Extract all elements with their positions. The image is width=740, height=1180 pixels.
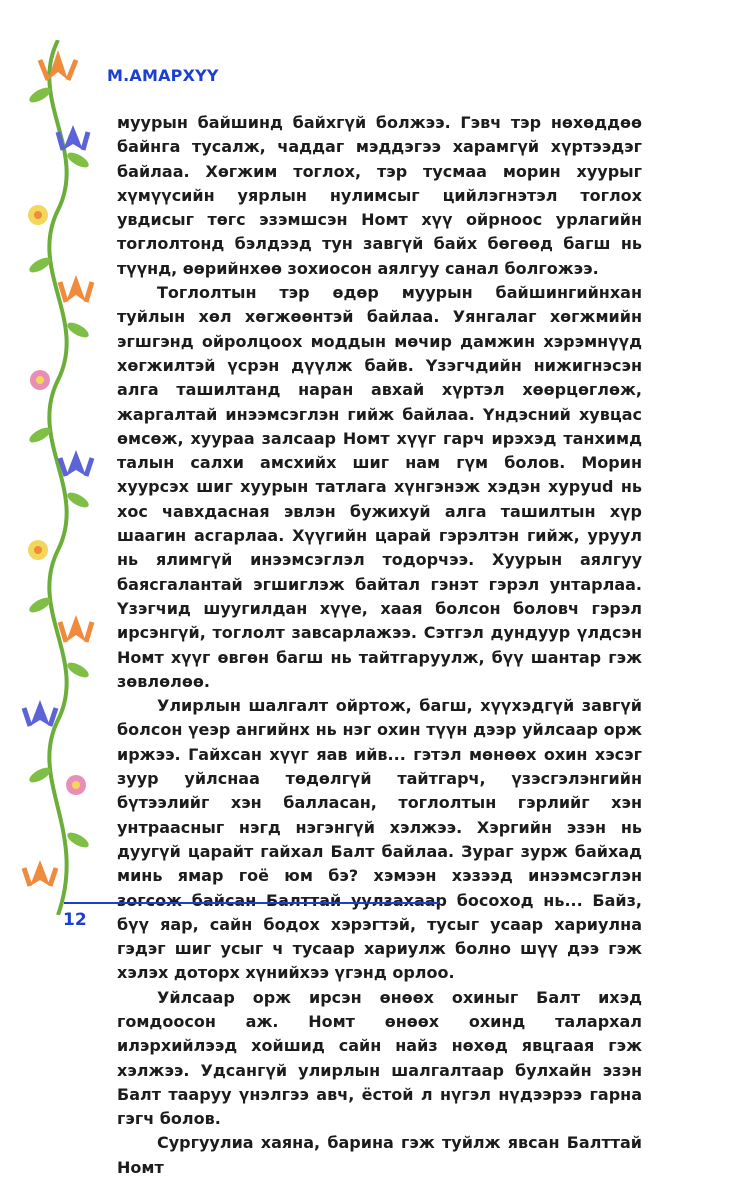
vine-stem (49, 40, 66, 915)
page-number: 12 (63, 910, 87, 930)
pink-flower-icon (66, 775, 86, 795)
yellow-flower-icon (28, 540, 48, 560)
paragraph: Улирлын шалгалт ойртож, багш, хүүхэдгүй завгүй болсон үеэр ангийнх нь нэг охин түүн дээр уйлсаар орж иржээ. Гайхсан хүүг яав ийв... гэтэл мөнөөх охин хэсэг зуур уйлснаа төдөлгүй тайтгарч, үзэсгэлэнгийн бүтээлийг хэн балласан, тоглолтын гэрлийг хэн унтраасныг нэгд нэгэнгүй хэлжээ. Хэргийн эзэн нь дуугүй царайт гайхал Балт байлаа. Зураг зурж байхад минь ямар гоё юм бэ? хэмээн хэзээд инээмсэглэн зогсож байсан Балттай уулзахаар босоход нь... Байз, бүү яар, сайн бодох хэрэгтэй, тусыг усаар хариулна гэдэг шиг усыг ч тусаар хариулж болно шүү дээ гэж хэлэх доторх хүнийхээ үгэнд орлоо. (117, 696, 642, 983)
paragraph: Сургуулиа хаяна, барина гэж туйлж явсан Балттай Номт (117, 1133, 642, 1177)
orange-flower-icon (40, 50, 76, 80)
author-heading: М.АМАРХҮҮ (107, 66, 219, 85)
footer-divider (64, 902, 439, 904)
leaf-icon (65, 490, 91, 511)
yellow-flower-icon (28, 205, 48, 225)
leaf-icon (65, 320, 91, 341)
paragraph: муурын байшинд байхгүй болжээ. Гэвч тэр нөхөддөө байнга тусалж, чаддаг мэддэгээ харамгүй хүртээдэг байлаа. Хөгжим тоглох, тэр тусмаа морин хуурыг хүмүүсийн уярлын нулимсыг цийлэгнэтэл тоглох увдисыг төгс эзэмшсэн Номт хүү ойрноос урлагийн тоглолтонд бэлдээд тун завгүй байх бөгөөд багш нь түүнд, өөрийнхөө зохиосон аялгуу санал болгожээ. (117, 113, 642, 278)
paragraph: Уйлсаар орж ирсэн өнөөх охиныг Балт ихэд гомдоосон аж. Номт өнөөх охинд талархал илэрхийлээд хойшид сайн найз нөхөд явцгаая гэж хэлжээ. Удсангүй улирлын шалгалтаар булхайн эзэн Балт тааруу үнэлгээ авч, ёстой л нүгэл нүдээрээ гарна гэгч болов. (117, 987, 642, 1129)
orange-flower-icon (24, 860, 56, 886)
blue-flower-icon (24, 700, 56, 726)
blue-flower-icon (60, 450, 92, 476)
floral-border-decoration (18, 40, 98, 915)
leaf-icon (65, 150, 91, 171)
orange-flower-icon (60, 615, 92, 642)
orange-flower-icon (60, 275, 92, 302)
pink-flower-icon (30, 370, 50, 390)
leaf-icon (65, 660, 91, 681)
leaf-icon (65, 830, 91, 851)
story-body (117, 111, 642, 1180)
paragraph: Тоглолтын тэр өдөр муурын байшингийнхан туйлын хөл хөгжөөнтэй байлаа. Уянгалаг хөгжмийн эгшгэнд ойролцоох моддын мөчир дамжин хэрэмнүүд хөгжилтэй үсрэн дүүлж байв. Үзэгчдийн нижигнэсэн алга ташилтанд наран авхай хүртэл хөөрцөглөж, жаргалтай инээмсэглэн гийж байлаа. Үндэсний хувцас өмсөж, хуураа залсаар Номт хүүг гарч ирэхэд танхимд талын салхи амсхийх шиг нам гүм болов. Морин хуурсэх шиг хуурын татлага хүнгэнэж хэдэн хуруud нь хос чавхдасная эвлэн бужихуй алга ташилтын хүр шаагин асгарлаа. Хүүгийн царай гэрэлтэн гийж, уруул нь ялимгүй инээмсэглэл тодорчээ. Хуурын аялгуу баясгалантай эгшиглэж байтал гэнэт гэрэл унтарлаа. Үзэгчид шуугилдан хүүе, хаая болсон боловч гэрэл ирсэнгүй, тоглолт завсарлажээ. Сэтгэл дундуур үлдсэн Номт хүүг өвгөн багш нь тайтгаруулж, бүү шантар гэж зөвлөлөө. (117, 283, 642, 691)
